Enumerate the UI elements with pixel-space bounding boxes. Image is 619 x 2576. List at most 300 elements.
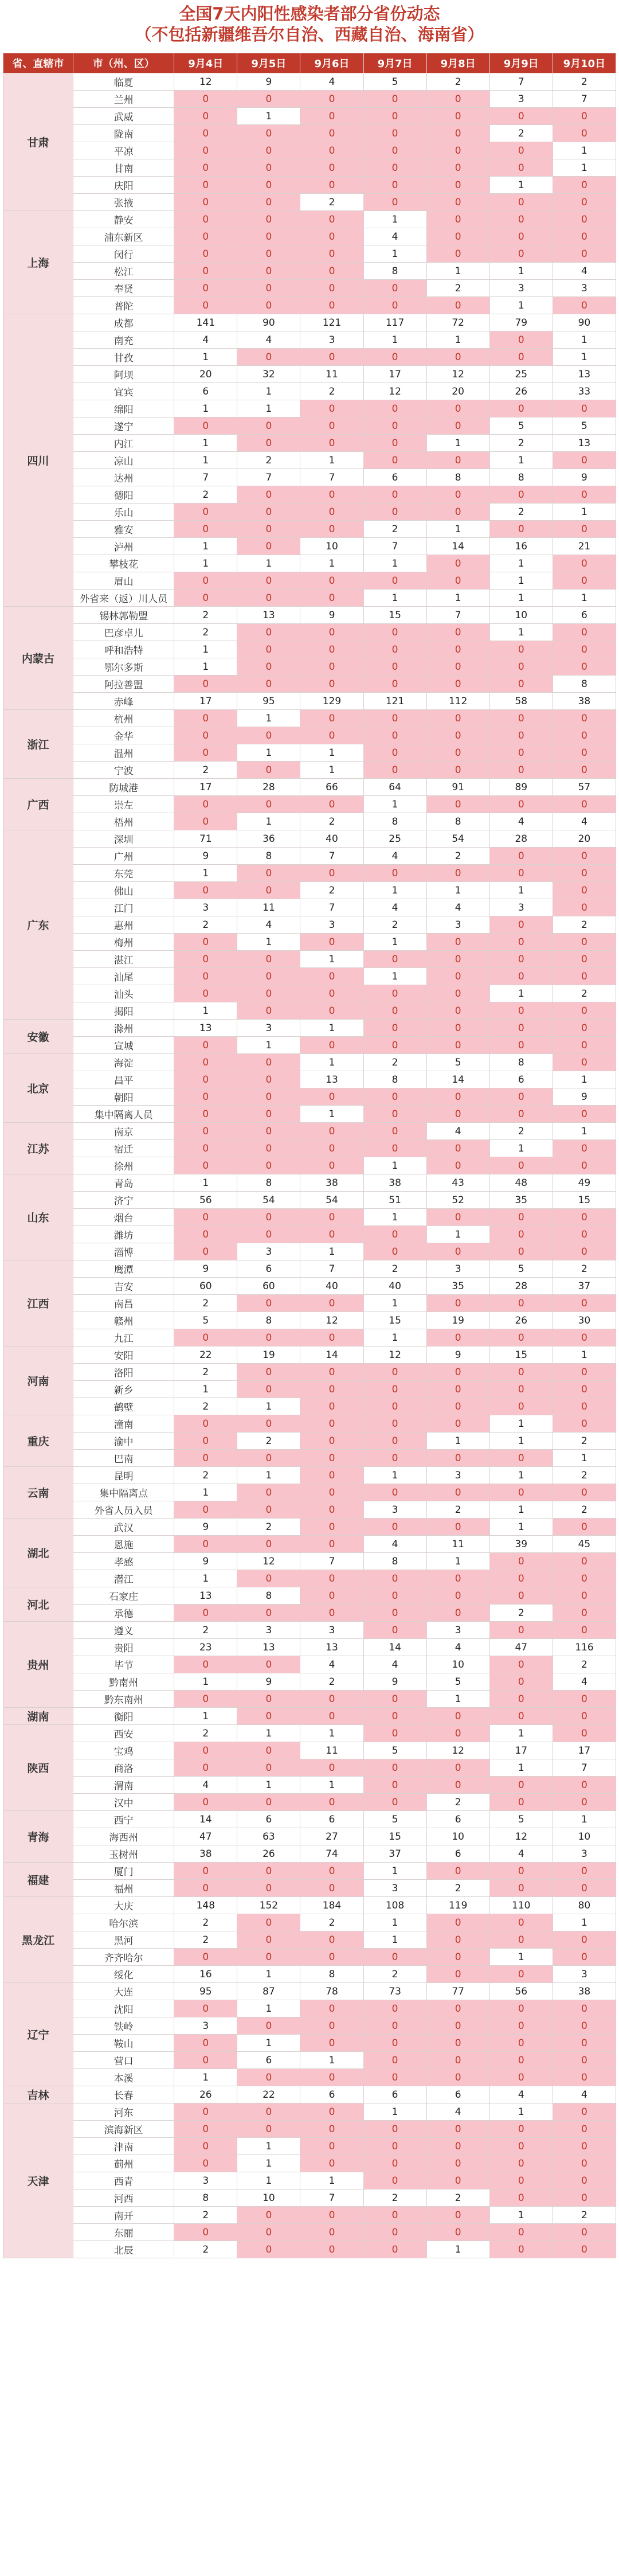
city-cell: 铁岭 xyxy=(73,2017,174,2035)
table-row xyxy=(3,2069,616,2086)
case-count-cell: 3 xyxy=(553,280,616,297)
case-count-cell: 1 xyxy=(174,658,237,676)
case-count-cell: 1 xyxy=(300,1243,363,1260)
case-count-cell: 2 xyxy=(363,1966,426,1983)
city-cell: 津南 xyxy=(73,2138,174,2155)
case-count-cell: 0 xyxy=(426,555,489,572)
case-count-cell: 0 xyxy=(237,297,300,314)
table-row xyxy=(3,968,616,985)
case-count-cell: 0 xyxy=(237,2241,300,2258)
case-count-cell: 1 xyxy=(237,108,300,125)
table-row xyxy=(3,1622,616,1639)
case-count-cell: 4 xyxy=(363,1656,426,1673)
case-count-cell: 3 xyxy=(237,1622,300,1639)
case-count-cell: 6 xyxy=(426,2086,489,2103)
case-count-cell: 0 xyxy=(553,934,616,951)
case-count-cell: 2 xyxy=(174,1364,237,1381)
case-count-cell: 2 xyxy=(426,1794,489,1811)
case-count-cell: 3 xyxy=(300,1622,363,1639)
case-count-cell: 79 xyxy=(489,314,553,331)
case-count-cell: 0 xyxy=(363,2172,426,2189)
case-count-cell: 0 xyxy=(174,2155,237,2172)
city-cell: 九江 xyxy=(73,1329,174,1346)
case-count-cell: 35 xyxy=(489,1192,553,1209)
city-cell: 临夏 xyxy=(73,73,174,91)
case-count-cell: 0 xyxy=(489,228,553,245)
case-count-cell: 0 xyxy=(363,2121,426,2138)
case-count-cell: 0 xyxy=(237,1931,300,1949)
case-count-cell: 1 xyxy=(553,1071,616,1088)
city-cell: 内江 xyxy=(73,435,174,452)
case-count-cell: 0 xyxy=(553,1209,616,1226)
case-count-cell: 0 xyxy=(489,2224,553,2241)
city-cell: 潼南 xyxy=(73,1415,174,1433)
table-row xyxy=(3,572,616,590)
table-row xyxy=(3,469,616,486)
table-row xyxy=(3,796,616,813)
table-row xyxy=(3,1398,616,1415)
case-count-cell: 0 xyxy=(553,710,616,727)
case-count-cell: 0 xyxy=(174,211,237,228)
case-count-cell: 90 xyxy=(237,314,300,331)
province-cell: 重庆 xyxy=(3,1415,73,1467)
city-cell: 孝感 xyxy=(73,1553,174,1570)
case-count-cell: 0 xyxy=(553,2241,616,2258)
case-count-cell: 0 xyxy=(426,1088,489,1106)
city-cell: 温州 xyxy=(73,744,174,762)
table-row xyxy=(3,1725,616,1742)
case-count-cell: 9 xyxy=(553,1088,616,1106)
case-count-cell: 2 xyxy=(174,486,237,504)
case-count-cell: 2 xyxy=(426,848,489,865)
table-row xyxy=(3,744,616,762)
case-count-cell: 0 xyxy=(363,1226,426,1243)
case-count-cell: 1 xyxy=(174,2069,237,2086)
case-count-cell: 0 xyxy=(363,1759,426,1777)
city-cell: 汉中 xyxy=(73,1794,174,1811)
case-count-cell: 0 xyxy=(553,1708,616,1725)
case-count-cell: 0 xyxy=(174,228,237,245)
case-count-cell: 4 xyxy=(363,899,426,916)
case-count-cell: 0 xyxy=(553,1020,616,1037)
table-row xyxy=(3,1656,616,1673)
case-count-cell: 1 xyxy=(237,813,300,830)
case-count-cell: 0 xyxy=(489,159,553,177)
case-count-cell: 15 xyxy=(553,1192,616,1209)
case-count-cell: 0 xyxy=(426,1329,489,1346)
case-count-cell: 0 xyxy=(489,1570,553,1587)
case-count-cell: 0 xyxy=(300,676,363,693)
case-count-cell: 20 xyxy=(553,830,616,848)
case-count-cell: 0 xyxy=(300,1501,363,1519)
case-count-cell: 0 xyxy=(300,417,363,435)
case-count-cell: 0 xyxy=(174,177,237,194)
case-count-cell: 0 xyxy=(553,951,616,968)
case-count-cell: 9 xyxy=(300,607,363,624)
table-row xyxy=(3,486,616,504)
case-count-cell: 2 xyxy=(426,1880,489,1897)
table-row xyxy=(3,624,616,641)
case-count-cell: 0 xyxy=(300,1880,363,1897)
case-count-cell: 0 xyxy=(553,1570,616,1587)
case-count-cell: 0 xyxy=(174,1157,237,1174)
case-count-cell: 1 xyxy=(489,1467,553,1484)
case-count-cell: 0 xyxy=(426,796,489,813)
case-count-cell: 0 xyxy=(237,1088,300,1106)
case-count-cell: 8 xyxy=(426,813,489,830)
case-count-cell: 0 xyxy=(553,1622,616,1639)
case-count-cell: 13 xyxy=(174,1587,237,1605)
city-cell: 汕头 xyxy=(73,985,174,1002)
case-count-cell: 121 xyxy=(363,693,426,710)
case-count-cell: 40 xyxy=(363,1278,426,1295)
case-count-cell: 0 xyxy=(553,2069,616,2086)
province-cell: 广西 xyxy=(3,779,73,830)
case-count-cell: 10 xyxy=(489,607,553,624)
case-count-cell: 1 xyxy=(363,1914,426,1931)
case-count-cell: 0 xyxy=(237,762,300,779)
case-count-cell: 0 xyxy=(174,1880,237,1897)
case-count-cell: 0 xyxy=(300,2241,363,2258)
table-row xyxy=(3,693,616,710)
table-row xyxy=(3,91,616,108)
table-row xyxy=(3,848,616,865)
case-count-cell: 1 xyxy=(363,1467,426,1484)
case-count-cell: 56 xyxy=(174,1192,237,1209)
case-count-cell: 0 xyxy=(489,2035,553,2052)
case-count-cell: 0 xyxy=(426,1966,489,1983)
case-count-cell: 0 xyxy=(426,1106,489,1123)
case-count-cell: 0 xyxy=(237,641,300,658)
city-cell: 长春 xyxy=(73,2086,174,2103)
case-count-cell: 0 xyxy=(426,2224,489,2241)
case-count-cell: 54 xyxy=(237,1192,300,1209)
case-count-cell: 0 xyxy=(237,1157,300,1174)
case-count-cell: 2 xyxy=(300,813,363,830)
case-count-cell: 9 xyxy=(363,1673,426,1691)
city-cell: 广州 xyxy=(73,848,174,865)
case-count-cell: 0 xyxy=(426,452,489,469)
case-count-cell: 0 xyxy=(489,641,553,658)
city-cell: 宁波 xyxy=(73,762,174,779)
case-count-cell: 0 xyxy=(489,2189,553,2207)
case-count-cell: 0 xyxy=(426,1364,489,1381)
city-cell: 南京 xyxy=(73,1123,174,1140)
case-count-cell: 51 xyxy=(363,1192,426,1209)
table-row xyxy=(3,865,616,882)
case-count-cell: 0 xyxy=(174,1106,237,1123)
case-count-cell: 0 xyxy=(426,1931,489,1949)
case-count-cell: 0 xyxy=(553,1054,616,1071)
case-count-cell: 0 xyxy=(489,1002,553,1020)
table-row xyxy=(3,1570,616,1587)
case-count-cell: 0 xyxy=(300,727,363,744)
case-count-cell: 0 xyxy=(237,91,300,108)
case-count-cell: 0 xyxy=(363,2241,426,2258)
case-count-cell: 1 xyxy=(237,2172,300,2189)
case-count-cell: 1 xyxy=(489,1949,553,1966)
case-count-cell: 0 xyxy=(237,1794,300,1811)
case-count-cell: 1 xyxy=(426,331,489,349)
case-count-cell: 0 xyxy=(426,951,489,968)
province-cell: 陕西 xyxy=(3,1725,73,1811)
case-count-cell: 1 xyxy=(489,297,553,314)
table-row xyxy=(3,142,616,159)
table-row xyxy=(3,211,616,228)
case-count-cell: 0 xyxy=(300,349,363,366)
case-count-cell: 1 xyxy=(237,1037,300,1054)
case-count-cell: 17 xyxy=(174,693,237,710)
city-cell: 平凉 xyxy=(73,142,174,159)
case-count-cell: 0 xyxy=(553,796,616,813)
case-count-cell: 0 xyxy=(553,2189,616,2207)
city-cell: 奉贤 xyxy=(73,280,174,297)
case-count-cell: 0 xyxy=(174,2035,237,2052)
case-count-cell: 0 xyxy=(426,1020,489,1037)
case-count-cell: 2 xyxy=(300,383,363,400)
case-count-cell: 0 xyxy=(426,744,489,762)
case-count-cell: 6 xyxy=(237,1811,300,1828)
case-count-cell: 0 xyxy=(300,1037,363,1054)
case-count-cell: 2 xyxy=(174,624,237,641)
case-count-cell: 13 xyxy=(174,1020,237,1037)
table-row xyxy=(3,1519,616,1536)
case-count-cell: 0 xyxy=(426,1295,489,1312)
case-count-cell: 26 xyxy=(237,1845,300,1863)
city-cell: 齐齐哈尔 xyxy=(73,1949,174,1966)
city-cell: 河东 xyxy=(73,2103,174,2121)
case-count-cell: 0 xyxy=(426,710,489,727)
case-count-cell: 0 xyxy=(174,2103,237,2121)
case-count-cell: 0 xyxy=(426,1398,489,1415)
case-count-cell: 0 xyxy=(174,417,237,435)
case-count-cell: 2 xyxy=(300,1914,363,1931)
case-count-cell: 9 xyxy=(426,1346,489,1364)
case-count-cell: 0 xyxy=(553,245,616,263)
province-cell: 广东 xyxy=(3,830,73,1020)
case-count-cell: 0 xyxy=(553,762,616,779)
case-count-cell: 0 xyxy=(426,1484,489,1501)
case-count-cell: 0 xyxy=(489,1106,553,1123)
case-count-cell: 28 xyxy=(489,1278,553,1295)
case-count-cell: 10 xyxy=(553,1828,616,1845)
case-count-cell: 0 xyxy=(300,641,363,658)
case-count-cell: 4 xyxy=(363,848,426,865)
case-count-cell: 14 xyxy=(363,1639,426,1656)
case-count-cell: 12 xyxy=(363,383,426,400)
province-cell: 四川 xyxy=(3,314,73,607)
case-count-cell: 0 xyxy=(363,641,426,658)
case-count-cell: 8 xyxy=(237,1587,300,1605)
case-count-cell: 3 xyxy=(489,899,553,916)
case-count-cell: 0 xyxy=(489,744,553,762)
case-count-cell: 0 xyxy=(489,1243,553,1260)
case-count-cell: 5 xyxy=(363,73,426,91)
case-count-cell: 4 xyxy=(489,2086,553,2103)
case-count-cell: 0 xyxy=(363,1123,426,1140)
case-count-cell: 47 xyxy=(489,1639,553,1656)
case-count-cell: 2 xyxy=(300,194,363,211)
case-count-cell: 0 xyxy=(237,1450,300,1467)
case-count-cell: 8 xyxy=(553,676,616,693)
case-count-cell: 1 xyxy=(489,1140,553,1157)
case-count-cell: 0 xyxy=(237,1536,300,1553)
table-row xyxy=(3,1484,616,1501)
case-count-cell: 2 xyxy=(553,916,616,934)
case-count-cell: 4 xyxy=(174,331,237,349)
case-count-cell: 63 xyxy=(237,1828,300,1845)
table-row xyxy=(3,245,616,263)
case-count-cell: 1 xyxy=(363,211,426,228)
case-count-cell: 38 xyxy=(363,1174,426,1192)
table-row xyxy=(3,1777,616,1794)
city-cell: 渝中 xyxy=(73,1433,174,1450)
case-count-cell: 0 xyxy=(553,882,616,899)
city-cell: 集中隔离人员 xyxy=(73,1106,174,1123)
case-count-cell: 0 xyxy=(553,297,616,314)
case-count-cell: 0 xyxy=(174,985,237,1002)
case-count-cell: 0 xyxy=(237,1329,300,1346)
case-count-cell: 0 xyxy=(300,177,363,194)
city-cell: 巴南 xyxy=(73,1450,174,1467)
case-count-cell: 1 xyxy=(363,882,426,899)
case-count-cell: 0 xyxy=(489,1037,553,1054)
table-row xyxy=(3,1088,616,1106)
case-count-cell: 1 xyxy=(489,985,553,1002)
case-count-cell: 1 xyxy=(300,1777,363,1794)
case-count-cell: 38 xyxy=(174,1845,237,1863)
case-count-cell: 0 xyxy=(553,641,616,658)
case-count-cell: 0 xyxy=(489,1794,553,1811)
table-row xyxy=(3,538,616,555)
case-count-cell: 1 xyxy=(489,1759,553,1777)
case-count-cell: 0 xyxy=(300,159,363,177)
case-count-cell: 22 xyxy=(237,2086,300,2103)
case-count-cell: 13 xyxy=(300,1071,363,1088)
case-count-cell: 6 xyxy=(174,383,237,400)
case-count-cell: 0 xyxy=(426,142,489,159)
case-count-cell: 3 xyxy=(174,899,237,916)
case-count-cell: 0 xyxy=(426,2207,489,2224)
city-cell: 衡阳 xyxy=(73,1708,174,1725)
case-count-cell: 1 xyxy=(553,142,616,159)
case-count-cell: 0 xyxy=(553,2155,616,2172)
case-count-cell: 8 xyxy=(363,813,426,830)
case-count-cell: 0 xyxy=(489,108,553,125)
case-count-cell: 0 xyxy=(237,727,300,744)
case-count-cell: 0 xyxy=(426,1759,489,1777)
case-count-cell: 0 xyxy=(300,658,363,676)
case-count-cell: 0 xyxy=(489,1209,553,1226)
case-count-cell: 0 xyxy=(174,710,237,727)
table-row xyxy=(3,1226,616,1243)
case-count-cell: 8 xyxy=(363,263,426,280)
case-count-cell: 0 xyxy=(426,641,489,658)
province-cell: 吉林 xyxy=(3,2086,73,2103)
case-count-cell: 36 xyxy=(237,830,300,848)
case-count-cell: 0 xyxy=(300,2224,363,2241)
case-count-cell: 0 xyxy=(553,1587,616,1605)
case-count-cell: 49 xyxy=(553,1174,616,1192)
province-cell: 天津 xyxy=(3,2103,73,2258)
case-count-cell: 48 xyxy=(489,1174,553,1192)
city-cell: 朝阳 xyxy=(73,1088,174,1106)
case-count-cell: 0 xyxy=(426,417,489,435)
case-count-cell: 3 xyxy=(426,1260,489,1278)
case-count-cell: 0 xyxy=(174,1054,237,1071)
case-count-cell: 1 xyxy=(426,435,489,452)
column-header: 9月10日 xyxy=(553,53,616,73)
city-cell: 福州 xyxy=(73,1880,174,1897)
case-count-cell: 4 xyxy=(489,813,553,830)
case-count-cell: 0 xyxy=(300,968,363,985)
case-count-cell: 1 xyxy=(237,383,300,400)
table-row xyxy=(3,1054,616,1071)
case-count-cell: 0 xyxy=(553,1329,616,1346)
case-count-cell: 0 xyxy=(489,142,553,159)
case-count-cell: 0 xyxy=(363,710,426,727)
case-count-cell: 0 xyxy=(237,1071,300,1088)
case-count-cell: 184 xyxy=(300,1897,363,1914)
case-count-cell: 14 xyxy=(426,538,489,555)
case-count-cell: 6 xyxy=(363,2086,426,2103)
city-cell: 锡林郭勒盟 xyxy=(73,607,174,624)
case-count-cell: 0 xyxy=(489,400,553,417)
case-count-cell: 2 xyxy=(553,1501,616,1519)
case-count-cell: 0 xyxy=(300,1088,363,1106)
city-cell: 昌平 xyxy=(73,1071,174,1088)
case-count-cell: 0 xyxy=(489,2241,553,2258)
case-count-cell: 0 xyxy=(237,865,300,882)
case-count-cell: 4 xyxy=(237,331,300,349)
case-count-cell: 5 xyxy=(363,1742,426,1759)
case-count-cell: 0 xyxy=(553,1519,616,1536)
table-row xyxy=(3,710,616,727)
case-count-cell: 0 xyxy=(237,1708,300,1725)
case-count-cell: 1 xyxy=(489,624,553,641)
case-count-cell: 1 xyxy=(237,934,300,951)
case-count-cell: 25 xyxy=(489,366,553,383)
case-count-cell: 0 xyxy=(174,297,237,314)
case-count-cell: 2 xyxy=(237,452,300,469)
city-cell: 达州 xyxy=(73,469,174,486)
case-count-cell: 0 xyxy=(489,968,553,985)
city-cell: 湛江 xyxy=(73,951,174,968)
city-cell: 赣州 xyxy=(73,1312,174,1329)
case-count-cell: 0 xyxy=(553,2121,616,2138)
case-count-cell: 2 xyxy=(489,1605,553,1622)
case-count-cell: 7 xyxy=(426,607,489,624)
table-row xyxy=(3,108,616,125)
case-count-cell: 4 xyxy=(553,1673,616,1691)
case-count-cell: 15 xyxy=(363,1312,426,1329)
case-count-cell: 52 xyxy=(426,1192,489,1209)
case-count-cell: 0 xyxy=(363,865,426,882)
case-count-cell: 0 xyxy=(489,2000,553,2017)
case-count-cell: 2 xyxy=(553,985,616,1002)
case-count-cell: 1 xyxy=(174,349,237,366)
table-row xyxy=(3,2121,616,2138)
case-count-cell: 0 xyxy=(363,676,426,693)
case-count-cell: 95 xyxy=(174,1983,237,2000)
case-count-cell: 0 xyxy=(363,91,426,108)
case-count-cell: 0 xyxy=(426,1725,489,1742)
case-count-cell: 0 xyxy=(489,194,553,211)
case-count-cell: 0 xyxy=(363,2052,426,2069)
case-count-cell: 0 xyxy=(489,245,553,263)
case-count-cell: 0 xyxy=(300,1415,363,1433)
case-count-cell: 0 xyxy=(174,1433,237,1450)
